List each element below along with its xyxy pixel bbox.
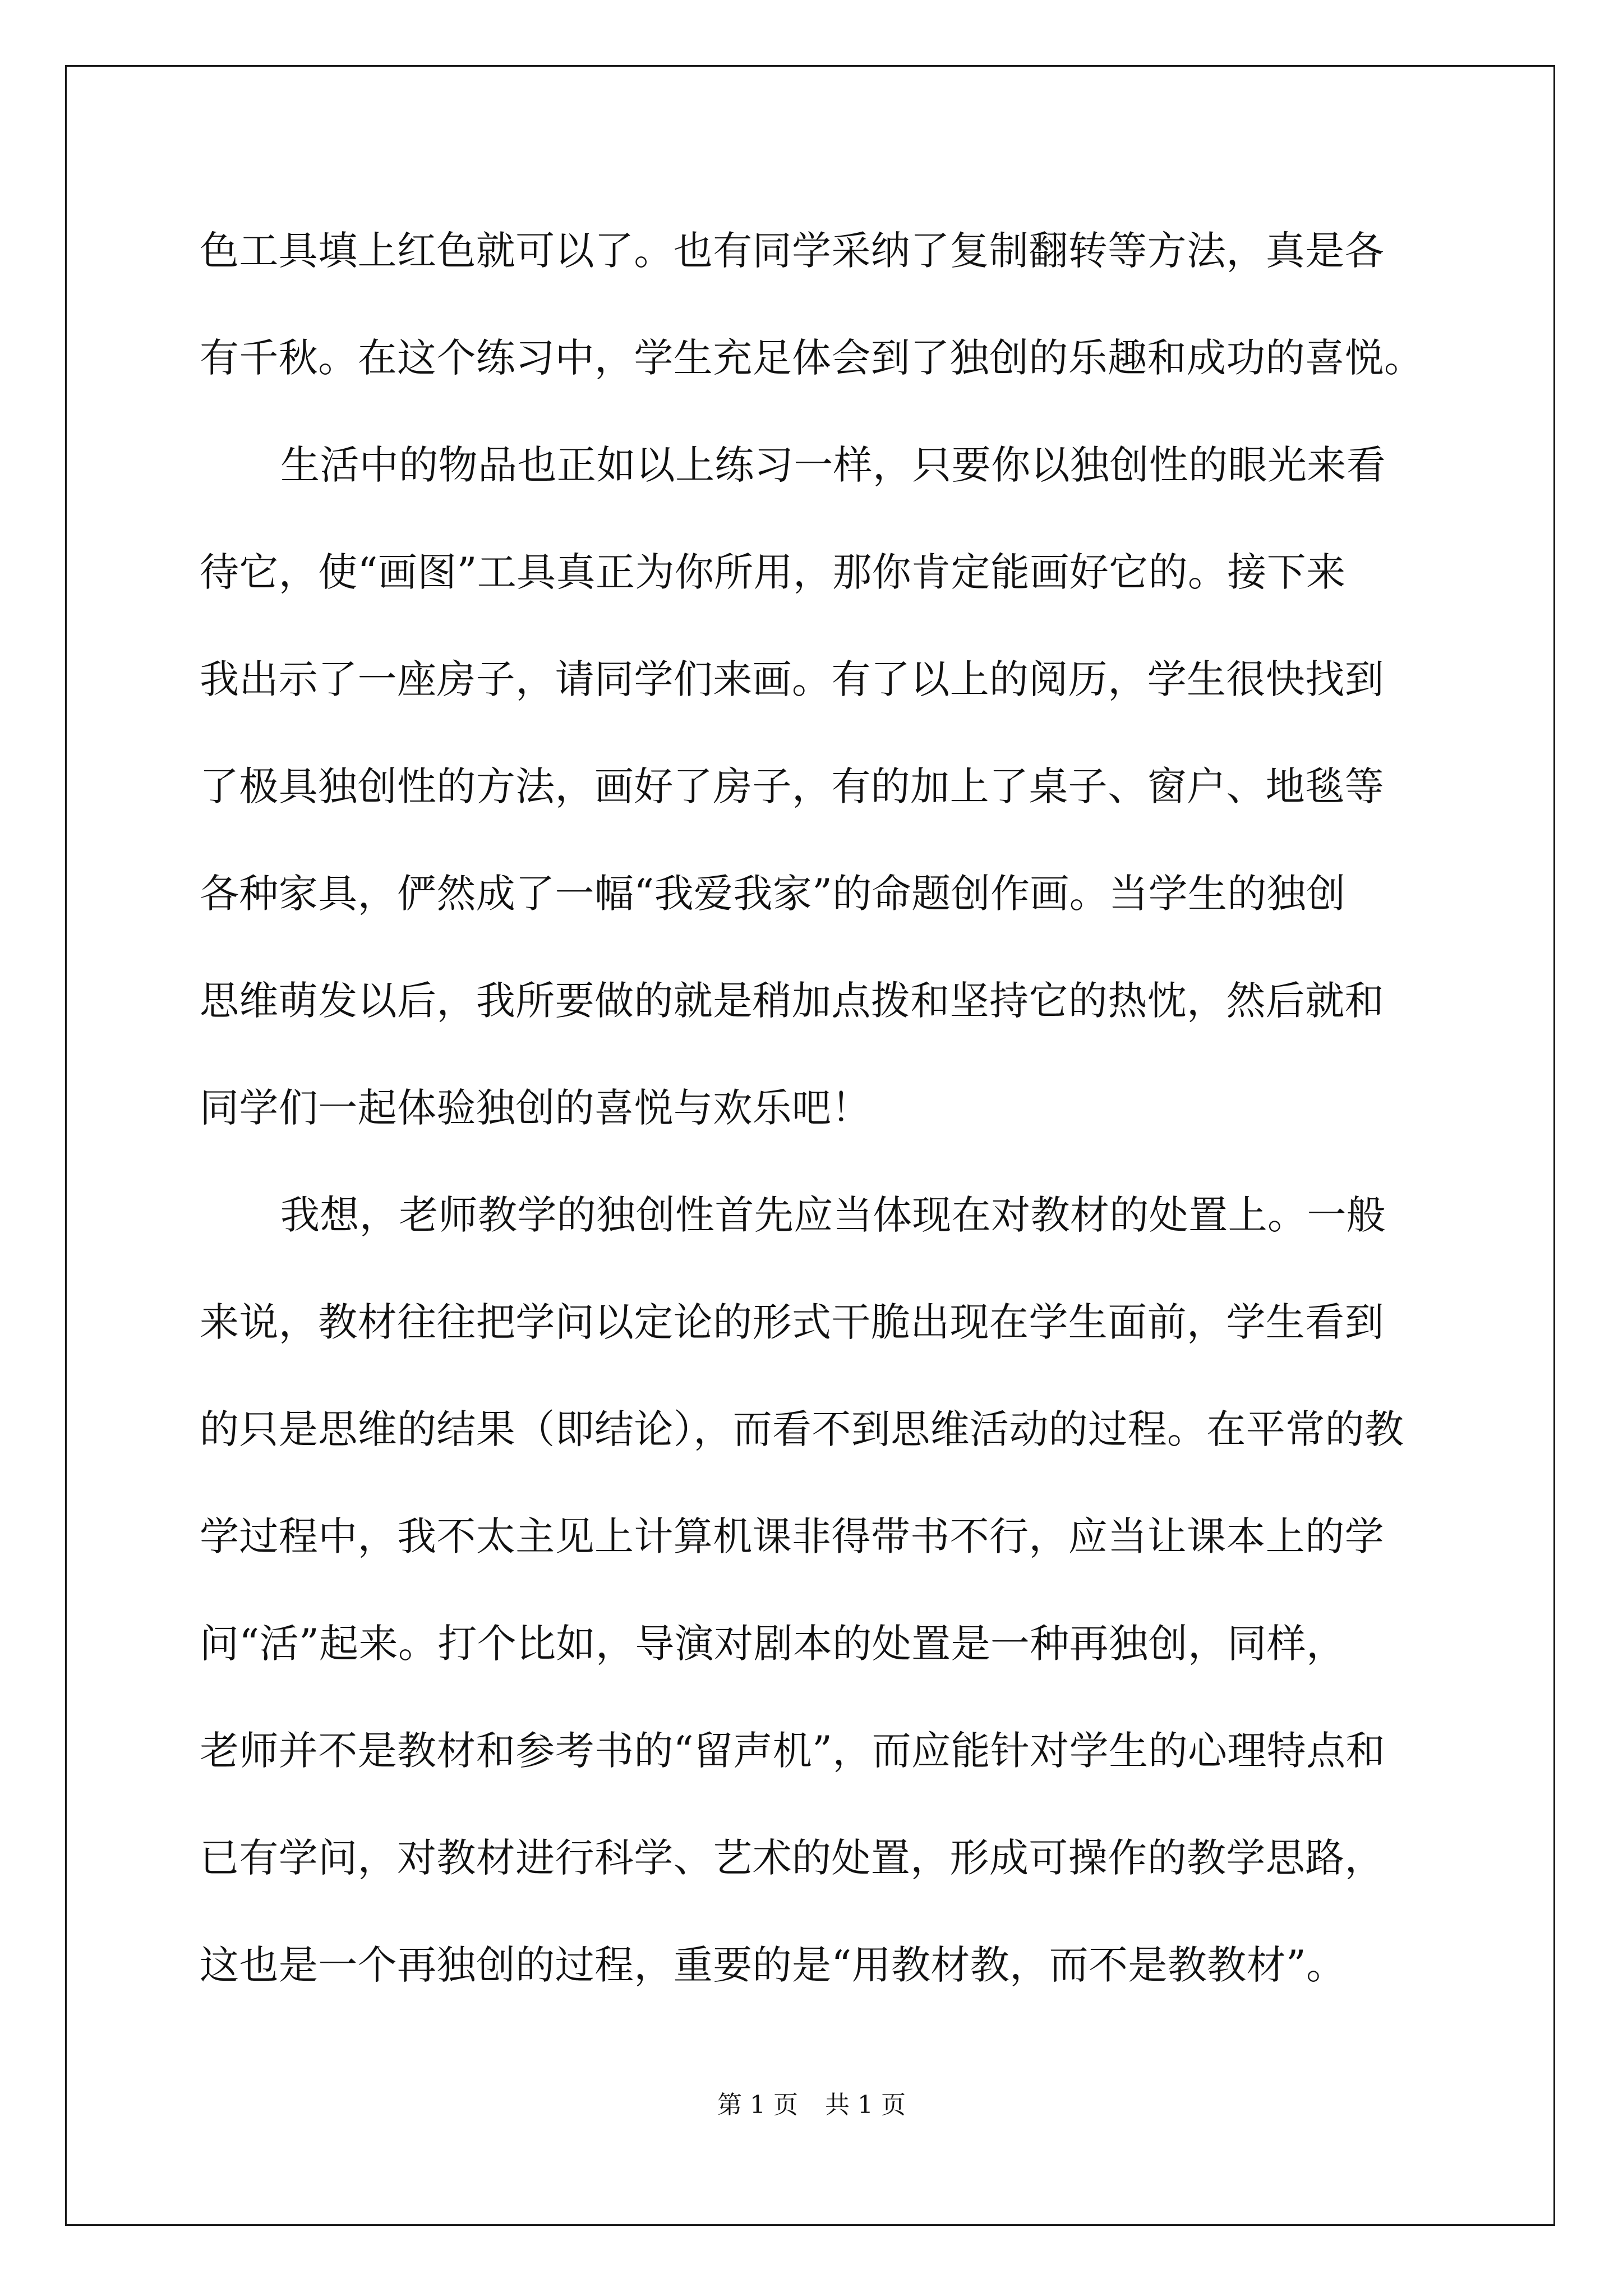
text-line: 色工具填上红色就可以了。也有同学采纳了复制翻转等方法，真是各: [200, 228, 1384, 274]
page-number: 第 1 页: [717, 2091, 798, 2119]
text-line: 已有学问，对教材进行科学、艺术的处置，形成可操作的教学思路，: [200, 1835, 1384, 1881]
text-line: 有千秋。在这个练习中，学生充足体会到了独创的乐趣和成功的喜悦。: [200, 335, 1424, 381]
page-footer: [0, 2090, 1623, 2121]
text-line: 待它，使“画图”工具真正为你所用，那你肯定能画好它的。接下来: [200, 549, 1346, 595]
page-total: 共 1 页: [825, 2091, 906, 2119]
text-line: 问“活”起来。打个比如，导演对剧本的处置是一种再独创，同样，: [200, 1621, 1346, 1667]
text-line: 了极具独创性的方法，画好了房子，有的加上了桌子、窗户、地毯等: [200, 763, 1384, 809]
text-line: 学过程中，我不太主见上计算机课非得带书不行，应当让课本上的学: [200, 1513, 1384, 1559]
text-line: 来说，教材往往把学问以定论的形式干脆出现在学生面前，学生看到: [200, 1299, 1384, 1345]
paragraph-start-line: 生活中的物品也正如以上练习一样，只要你以独创性的眼光来看: [280, 442, 1386, 488]
text-line: 各种家具，俨然成了一幅“我爱我家”的命题创作画。当学生的独创: [200, 871, 1346, 917]
text-line: 老师并不是教材和参考书的“留声机”，而应能针对学生的心理特点和: [200, 1728, 1385, 1774]
page-border: [65, 65, 1555, 2226]
text-line: 我出示了一座房子，请同学们来画。有了以上的阅历，学生很快找到: [200, 656, 1384, 702]
text-line: 的只是思维的结果（即结论），而看不到思维活动的过程。在平常的教: [200, 1406, 1404, 1452]
text-line: 同学们一起体验独创的喜悦与欢乐吧！: [200, 1085, 871, 1131]
text-line: 这也是一个再独创的过程，重要的是“用教材教，而不是教教材”。: [200, 1942, 1346, 1988]
paragraph-start-line: 我想，老师教学的独创性首先应当体现在对教材的处置上。一般: [280, 1192, 1386, 1238]
text-line: 思维萌发以后，我所要做的就是稍加点拨和坚持它的热忱，然后就和: [200, 978, 1384, 1024]
